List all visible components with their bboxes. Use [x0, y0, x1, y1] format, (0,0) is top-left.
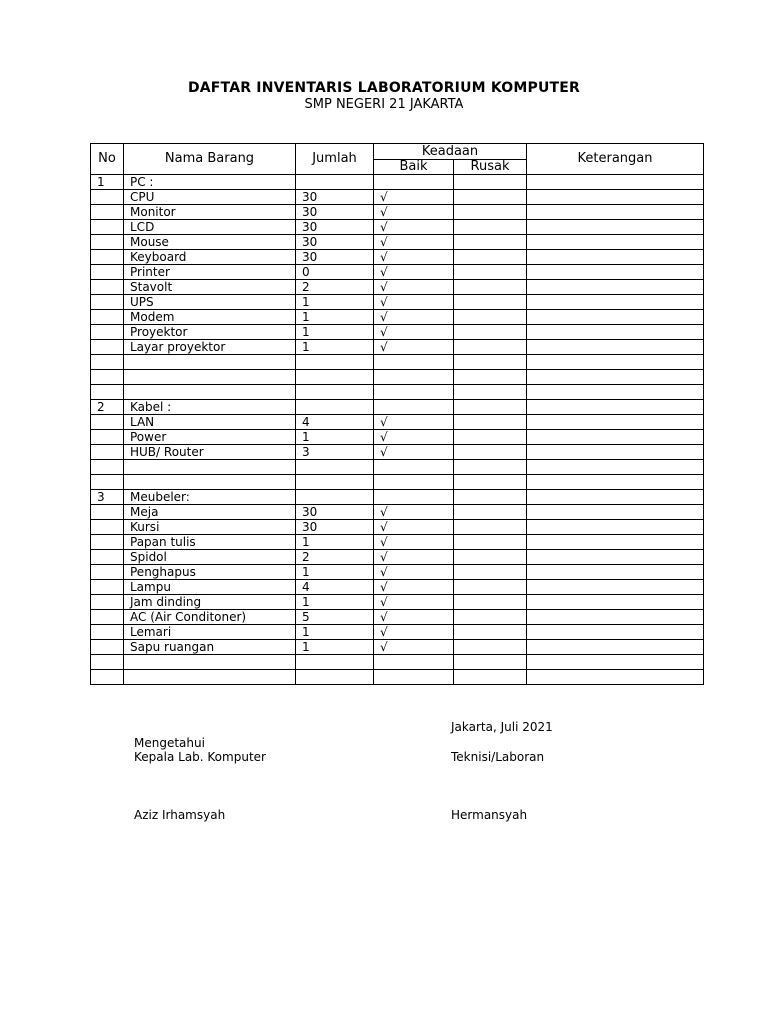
cell-no [91, 580, 124, 595]
cell-nama-barang [124, 670, 296, 685]
header-baik: Baik [374, 160, 454, 175]
cell-baik [374, 385, 454, 400]
cell-baik: √ [374, 310, 454, 325]
cell-rusak [454, 400, 527, 415]
cell-keterangan [527, 430, 704, 445]
table-row [91, 565, 704, 580]
cell-baik [374, 400, 454, 415]
cell-baik: √ [374, 565, 454, 580]
cell-nama-barang: LAN [124, 415, 296, 430]
cell-keterangan [527, 235, 704, 250]
cell-no [91, 670, 124, 685]
cell-no [91, 520, 124, 535]
cell-nama-barang: AC (Air Conditoner) [124, 610, 296, 625]
cell-keterangan [527, 340, 704, 355]
cell-no [91, 220, 124, 235]
header-jumlah: Jumlah [296, 144, 374, 175]
cell-jumlah [296, 400, 374, 415]
cell-nama-barang: Meja [124, 505, 296, 520]
cell-no [91, 505, 124, 520]
cell-no [91, 415, 124, 430]
cell-baik: √ [374, 595, 454, 610]
cell-rusak [454, 460, 527, 475]
cell-baik: √ [374, 415, 454, 430]
cell-rusak [454, 295, 527, 310]
cell-baik: √ [374, 205, 454, 220]
cell-jumlah [296, 175, 374, 190]
inventory-table [90, 143, 704, 685]
table-row [91, 490, 704, 505]
cell-baik [374, 355, 454, 370]
cell-jumlah: 3 [296, 445, 374, 460]
cell-keterangan [527, 205, 704, 220]
cell-keterangan [527, 535, 704, 550]
cell-no [91, 190, 124, 205]
table-row [91, 460, 704, 475]
cell-keterangan [527, 325, 704, 340]
cell-keterangan [527, 505, 704, 520]
table-row [91, 175, 704, 190]
cell-nama-barang [124, 370, 296, 385]
cell-rusak [454, 490, 527, 505]
cell-nama-barang: Jam dinding [124, 595, 296, 610]
cell-jumlah [296, 655, 374, 670]
cell-rusak [454, 235, 527, 250]
cell-no [91, 655, 124, 670]
cell-nama-barang: HUB/ Router [124, 445, 296, 460]
cell-nama-barang: Proyektor [124, 325, 296, 340]
cell-no [91, 535, 124, 550]
cell-rusak [454, 310, 527, 325]
cell-jumlah: 0 [296, 265, 374, 280]
cell-nama-barang [124, 460, 296, 475]
head-of-lab-label: Kepala Lab. Komputer [134, 750, 266, 764]
cell-nama-barang: Keyboard [124, 250, 296, 265]
table-row [91, 310, 704, 325]
cell-jumlah: 1 [296, 535, 374, 550]
document-title: DAFTAR INVENTARIS LABORATORIUM KOMPUTER [187, 80, 581, 96]
header-no: No [91, 144, 124, 175]
cell-baik: √ [374, 280, 454, 295]
cell-nama-barang [124, 655, 296, 670]
cell-keterangan [527, 280, 704, 295]
cell-jumlah: 5 [296, 610, 374, 625]
cell-jumlah: 2 [296, 550, 374, 565]
cell-jumlah: 1 [296, 565, 374, 580]
header-keterangan: Keterangan [527, 144, 704, 175]
cell-keterangan [527, 640, 704, 655]
table-row [91, 355, 704, 370]
technician-name: Hermansyah [451, 808, 528, 822]
header-keadaan: Keadaan [374, 144, 527, 160]
cell-no [91, 295, 124, 310]
cell-jumlah: 1 [296, 595, 374, 610]
cell-baik [374, 475, 454, 490]
table-row [91, 610, 704, 625]
cell-nama-barang: Modem [124, 310, 296, 325]
cell-rusak [454, 175, 527, 190]
cell-rusak [454, 655, 527, 670]
cell-keterangan [527, 490, 704, 505]
document-subtitle: SMP NEGERI 21 JAKARTA [304, 97, 464, 112]
table-row [91, 370, 704, 385]
cell-nama-barang [124, 385, 296, 400]
cell-jumlah: 1 [296, 295, 374, 310]
cell-jumlah [296, 670, 374, 685]
cell-no [91, 280, 124, 295]
cell-keterangan [527, 355, 704, 370]
cell-no [91, 460, 124, 475]
cell-keterangan [527, 610, 704, 625]
cell-rusak [454, 190, 527, 205]
cell-keterangan [527, 565, 704, 580]
table-row [91, 670, 704, 685]
cell-no [91, 325, 124, 340]
cell-rusak [454, 550, 527, 565]
cell-nama-barang: Monitor [124, 205, 296, 220]
cell-jumlah: 30 [296, 250, 374, 265]
cell-rusak [454, 445, 527, 460]
cell-baik [374, 655, 454, 670]
table-row [91, 505, 704, 520]
cell-keterangan [527, 250, 704, 265]
table-row [91, 250, 704, 265]
cell-jumlah: 30 [296, 205, 374, 220]
cell-no [91, 265, 124, 280]
cell-baik: √ [374, 580, 454, 595]
cell-keterangan [527, 580, 704, 595]
cell-jumlah [296, 490, 374, 505]
cell-no [91, 595, 124, 610]
cell-baik [374, 175, 454, 190]
cell-no [91, 310, 124, 325]
cell-rusak [454, 340, 527, 355]
cell-baik [374, 370, 454, 385]
cell-nama-barang: Mouse [124, 235, 296, 250]
cell-baik: √ [374, 520, 454, 535]
place-date: Jakarta, Juli 2021 [451, 720, 553, 734]
cell-no [91, 565, 124, 580]
cell-no [91, 475, 124, 490]
cell-rusak [454, 205, 527, 220]
table-row [91, 220, 704, 235]
cell-keterangan [527, 550, 704, 565]
cell-baik: √ [374, 625, 454, 640]
cell-no [91, 250, 124, 265]
cell-keterangan [527, 175, 704, 190]
cell-nama-barang: LCD [124, 220, 296, 235]
table-row [91, 640, 704, 655]
cell-baik: √ [374, 445, 454, 460]
cell-baik: √ [374, 640, 454, 655]
table-row [91, 340, 704, 355]
cell-nama-barang: Penghapus [124, 565, 296, 580]
table-row [91, 265, 704, 280]
cell-rusak [454, 580, 527, 595]
cell-rusak [454, 250, 527, 265]
cell-keterangan [527, 415, 704, 430]
cell-keterangan [527, 310, 704, 325]
cell-nama-barang: Kabel : [124, 400, 296, 415]
cell-rusak [454, 280, 527, 295]
cell-rusak [454, 415, 527, 430]
cell-keterangan [527, 190, 704, 205]
cell-jumlah: 1 [296, 340, 374, 355]
cell-nama-barang: Sapu ruangan [124, 640, 296, 655]
cell-no [91, 385, 124, 400]
cell-rusak [454, 535, 527, 550]
cell-rusak [454, 385, 527, 400]
cell-baik: √ [374, 610, 454, 625]
cell-baik [374, 670, 454, 685]
cell-keterangan [527, 400, 704, 415]
table-row [91, 655, 704, 670]
cell-nama-barang: Kursi [124, 520, 296, 535]
cell-jumlah: 30 [296, 220, 374, 235]
cell-nama-barang: Papan tulis [124, 535, 296, 550]
cell-jumlah: 2 [296, 280, 374, 295]
cell-rusak [454, 520, 527, 535]
cell-no: 1 [91, 175, 124, 190]
cell-no [91, 640, 124, 655]
cell-keterangan [527, 625, 704, 640]
cell-baik: √ [374, 325, 454, 340]
cell-nama-barang [124, 475, 296, 490]
cell-keterangan [527, 385, 704, 400]
cell-nama-barang: Stavolt [124, 280, 296, 295]
cell-jumlah [296, 370, 374, 385]
cell-keterangan [527, 370, 704, 385]
table-row [91, 445, 704, 460]
cell-rusak [454, 430, 527, 445]
header-nama-barang: Nama Barang [124, 144, 296, 175]
cell-jumlah [296, 355, 374, 370]
cell-no [91, 550, 124, 565]
table-row [91, 190, 704, 205]
cell-keterangan [527, 460, 704, 475]
cell-rusak [454, 505, 527, 520]
cell-jumlah: 1 [296, 310, 374, 325]
table-row [91, 535, 704, 550]
cell-rusak [454, 595, 527, 610]
table-row [91, 475, 704, 490]
cell-baik [374, 460, 454, 475]
cell-keterangan [527, 595, 704, 610]
cell-no [91, 235, 124, 250]
cell-jumlah: 30 [296, 520, 374, 535]
cell-no: 3 [91, 490, 124, 505]
cell-nama-barang: Power [124, 430, 296, 445]
cell-no [91, 610, 124, 625]
head-of-lab-name: Aziz Irhamsyah [134, 808, 226, 822]
inventory-body [91, 175, 704, 685]
cell-nama-barang: PC : [124, 175, 296, 190]
cell-no [91, 445, 124, 460]
cell-baik: √ [374, 340, 454, 355]
cell-keterangan [527, 295, 704, 310]
cell-no [91, 355, 124, 370]
cell-baik [374, 490, 454, 505]
cell-baik: √ [374, 250, 454, 265]
cell-nama-barang [124, 355, 296, 370]
table-row [91, 520, 704, 535]
cell-keterangan [527, 445, 704, 460]
cell-baik: √ [374, 235, 454, 250]
cell-no [91, 430, 124, 445]
cell-jumlah: 30 [296, 235, 374, 250]
acknowledged-label: Mengetahui [134, 736, 205, 750]
table-row [91, 400, 704, 415]
cell-nama-barang: Lampu [124, 580, 296, 595]
cell-keterangan [527, 265, 704, 280]
cell-rusak [454, 670, 527, 685]
cell-keterangan [527, 520, 704, 535]
cell-rusak [454, 265, 527, 280]
cell-jumlah: 1 [296, 625, 374, 640]
cell-jumlah: 1 [296, 325, 374, 340]
cell-rusak [454, 610, 527, 625]
cell-baik: √ [374, 220, 454, 235]
cell-keterangan [527, 475, 704, 490]
cell-rusak [454, 355, 527, 370]
cell-keterangan [527, 655, 704, 670]
cell-jumlah: 4 [296, 415, 374, 430]
cell-nama-barang: Printer [124, 265, 296, 280]
table-row [91, 385, 704, 400]
cell-nama-barang: Lemari [124, 625, 296, 640]
cell-jumlah [296, 475, 374, 490]
cell-baik: √ [374, 265, 454, 280]
cell-baik: √ [374, 505, 454, 520]
cell-nama-barang: Layar proyektor [124, 340, 296, 355]
table-row [91, 580, 704, 595]
cell-nama-barang: Meubeler: [124, 490, 296, 505]
cell-rusak [454, 640, 527, 655]
table-row [91, 415, 704, 430]
cell-jumlah: 30 [296, 190, 374, 205]
cell-jumlah: 1 [296, 430, 374, 445]
cell-baik: √ [374, 535, 454, 550]
cell-jumlah: 30 [296, 505, 374, 520]
table-row [91, 280, 704, 295]
cell-jumlah: 1 [296, 640, 374, 655]
cell-rusak [454, 625, 527, 640]
table-row [91, 235, 704, 250]
cell-no: 2 [91, 400, 124, 415]
cell-no [91, 340, 124, 355]
table-row [91, 205, 704, 220]
cell-no [91, 625, 124, 640]
cell-jumlah: 4 [296, 580, 374, 595]
cell-nama-barang: Spidol [124, 550, 296, 565]
cell-rusak [454, 370, 527, 385]
cell-rusak [454, 565, 527, 580]
table-row [91, 325, 704, 340]
cell-baik: √ [374, 295, 454, 310]
technician-label: Teknisi/Laboran [451, 750, 545, 764]
cell-nama-barang: CPU [124, 190, 296, 205]
table-row [91, 430, 704, 445]
cell-rusak [454, 475, 527, 490]
cell-rusak [454, 220, 527, 235]
cell-keterangan [527, 220, 704, 235]
cell-baik: √ [374, 430, 454, 445]
cell-jumlah [296, 385, 374, 400]
table-row [91, 595, 704, 610]
table-row [91, 550, 704, 565]
cell-baik: √ [374, 190, 454, 205]
table-row [91, 625, 704, 640]
cell-baik: √ [374, 550, 454, 565]
cell-no [91, 370, 124, 385]
cell-jumlah [296, 460, 374, 475]
cell-rusak [454, 325, 527, 340]
table-row [91, 295, 704, 310]
cell-no [91, 205, 124, 220]
cell-keterangan [527, 670, 704, 685]
header-rusak: Rusak [454, 160, 527, 175]
cell-nama-barang: UPS [124, 295, 296, 310]
